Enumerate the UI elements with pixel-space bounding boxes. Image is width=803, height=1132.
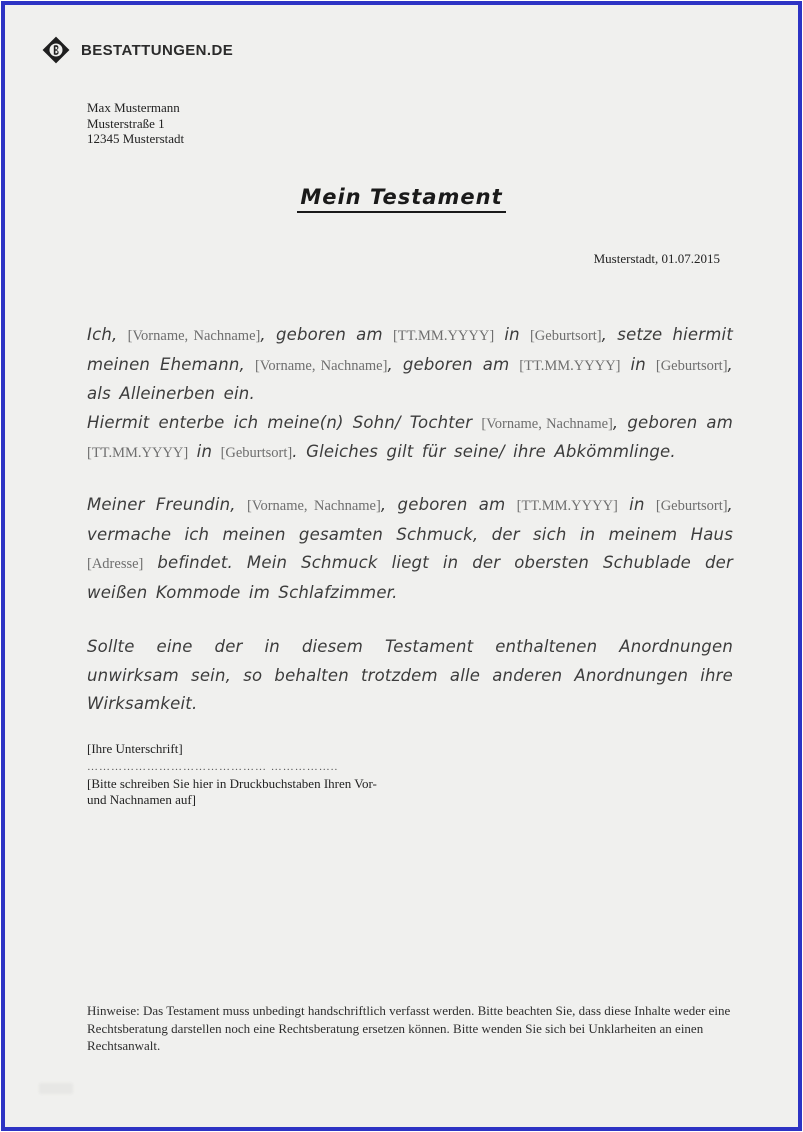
- signature-instruction: [Bitte schreiben Sie hier in Druckbuchstaben Ihren Vor- und Nachnamen auf]: [87, 776, 377, 807]
- placeholder-field: [TT.MM.YYYY]: [87, 445, 189, 461]
- handwritten-text: Meiner Freundin,: [87, 495, 248, 514]
- paragraph: [87, 409, 733, 468]
- testament-clause-severability: [87, 633, 733, 719]
- placeholder-field: [Vorname, Nachname]: [254, 357, 388, 374]
- faint-page-marker: [39, 1083, 73, 1094]
- handwritten-text: , geboren am: [380, 495, 517, 514]
- handwritten-text: , vermache ich meinen gesamten Schmuck, der sich in meinem Haus: [87, 495, 733, 544]
- handwritten-text: , geboren am: [260, 325, 393, 344]
- legal-disclaimer: Hinweise: Das Testament muss unbedingt handschriftlich verfasst werden. Bitte beachten Sie, dass diese Inhalte weder eine Rechtsberatung darstellen noch eine Rechtsberatung ersetzen können. Bitte wenden Sie sich bei Unklarheiten an einen Rechtsanwalt.: [87, 1003, 731, 1053]
- signature-label: [Ihre Unterschrift]: [87, 741, 183, 756]
- logo-text: BESTATTUNGEN.DE: [81, 41, 234, 59]
- placeholder-field: [Vorname, Nachname]: [481, 415, 613, 432]
- handwritten-text: , setze hiermit meinen Ehemann,: [87, 325, 733, 374]
- handwritten-text: Hiermit enterbe ich meine(n) Sohn/ Tochter: [87, 412, 482, 432]
- testament-clause-heir: [87, 321, 733, 468]
- placeholder-field: [TT.MM.YYYY]: [519, 357, 621, 374]
- placeholder-field: [TT.MM.YYYY]: [392, 328, 495, 344]
- document-title: Mein Testament: [297, 185, 505, 213]
- handwritten-text: Sollte eine der in diesem Testament enthaltenen Anordnungen unwirksam sein, so behalten trotzdem alle anderen Anordnungen ihre Wirksamkeit.: [87, 637, 733, 713]
- handwritten-text: in: [494, 325, 530, 344]
- paragraph: [87, 491, 733, 607]
- placeholder-field: [Geburtsort]: [220, 445, 293, 461]
- handwritten-text: befindet. Mein Schmuck liegt in der obersten Schublade der weißen Kommode im Schlafzimmer.: [87, 553, 733, 602]
- placeholder-field: [Vorname, Nachname]: [247, 498, 381, 514]
- placeholder-field: [Vorname, Nachname]: [127, 328, 261, 344]
- bestattungen-logo: [39, 33, 233, 67]
- testament-clause-bequest: [87, 491, 733, 607]
- placeholder-field: [Geburtsort]: [655, 357, 728, 374]
- diamond-logo-icon: [39, 33, 73, 67]
- handwritten-text: . Gleiches gilt für seine/ ihre Abkömmlinge.: [292, 442, 676, 461]
- date-line: Musterstadt, 01.07.2015: [593, 251, 720, 266]
- paragraph: [87, 633, 733, 719]
- handwritten-text: , geboren am: [387, 354, 520, 374]
- sender-address: [87, 100, 184, 147]
- handwritten-text: in: [188, 442, 221, 461]
- paragraph: [87, 321, 733, 409]
- handwritten-text: , geboren am: [612, 412, 733, 432]
- placeholder-field: [Geburtsort]: [655, 498, 728, 514]
- signature-area: [87, 741, 377, 807]
- sender-name: Max Mustermann: [87, 100, 180, 115]
- signature-dotted-line: ……………………………………… ……………..: [87, 761, 339, 773]
- handwritten-text: in: [620, 354, 656, 374]
- testament-document-page: [1, 1, 802, 1131]
- sender-street: Musterstraße 1: [87, 115, 165, 131]
- handwritten-text: , als Alleinerben ein.: [87, 354, 733, 403]
- placeholder-field: [Geburtsort]: [529, 328, 602, 344]
- sender-city: 12345 Musterstadt: [87, 131, 185, 146]
- title-row: [5, 185, 798, 213]
- handwritten-text: Ich,: [87, 325, 128, 344]
- placeholder-field: [TT.MM.YYYY]: [516, 498, 618, 514]
- placeholder-field: [Adresse]: [87, 556, 144, 572]
- handwritten-text: in: [617, 495, 656, 514]
